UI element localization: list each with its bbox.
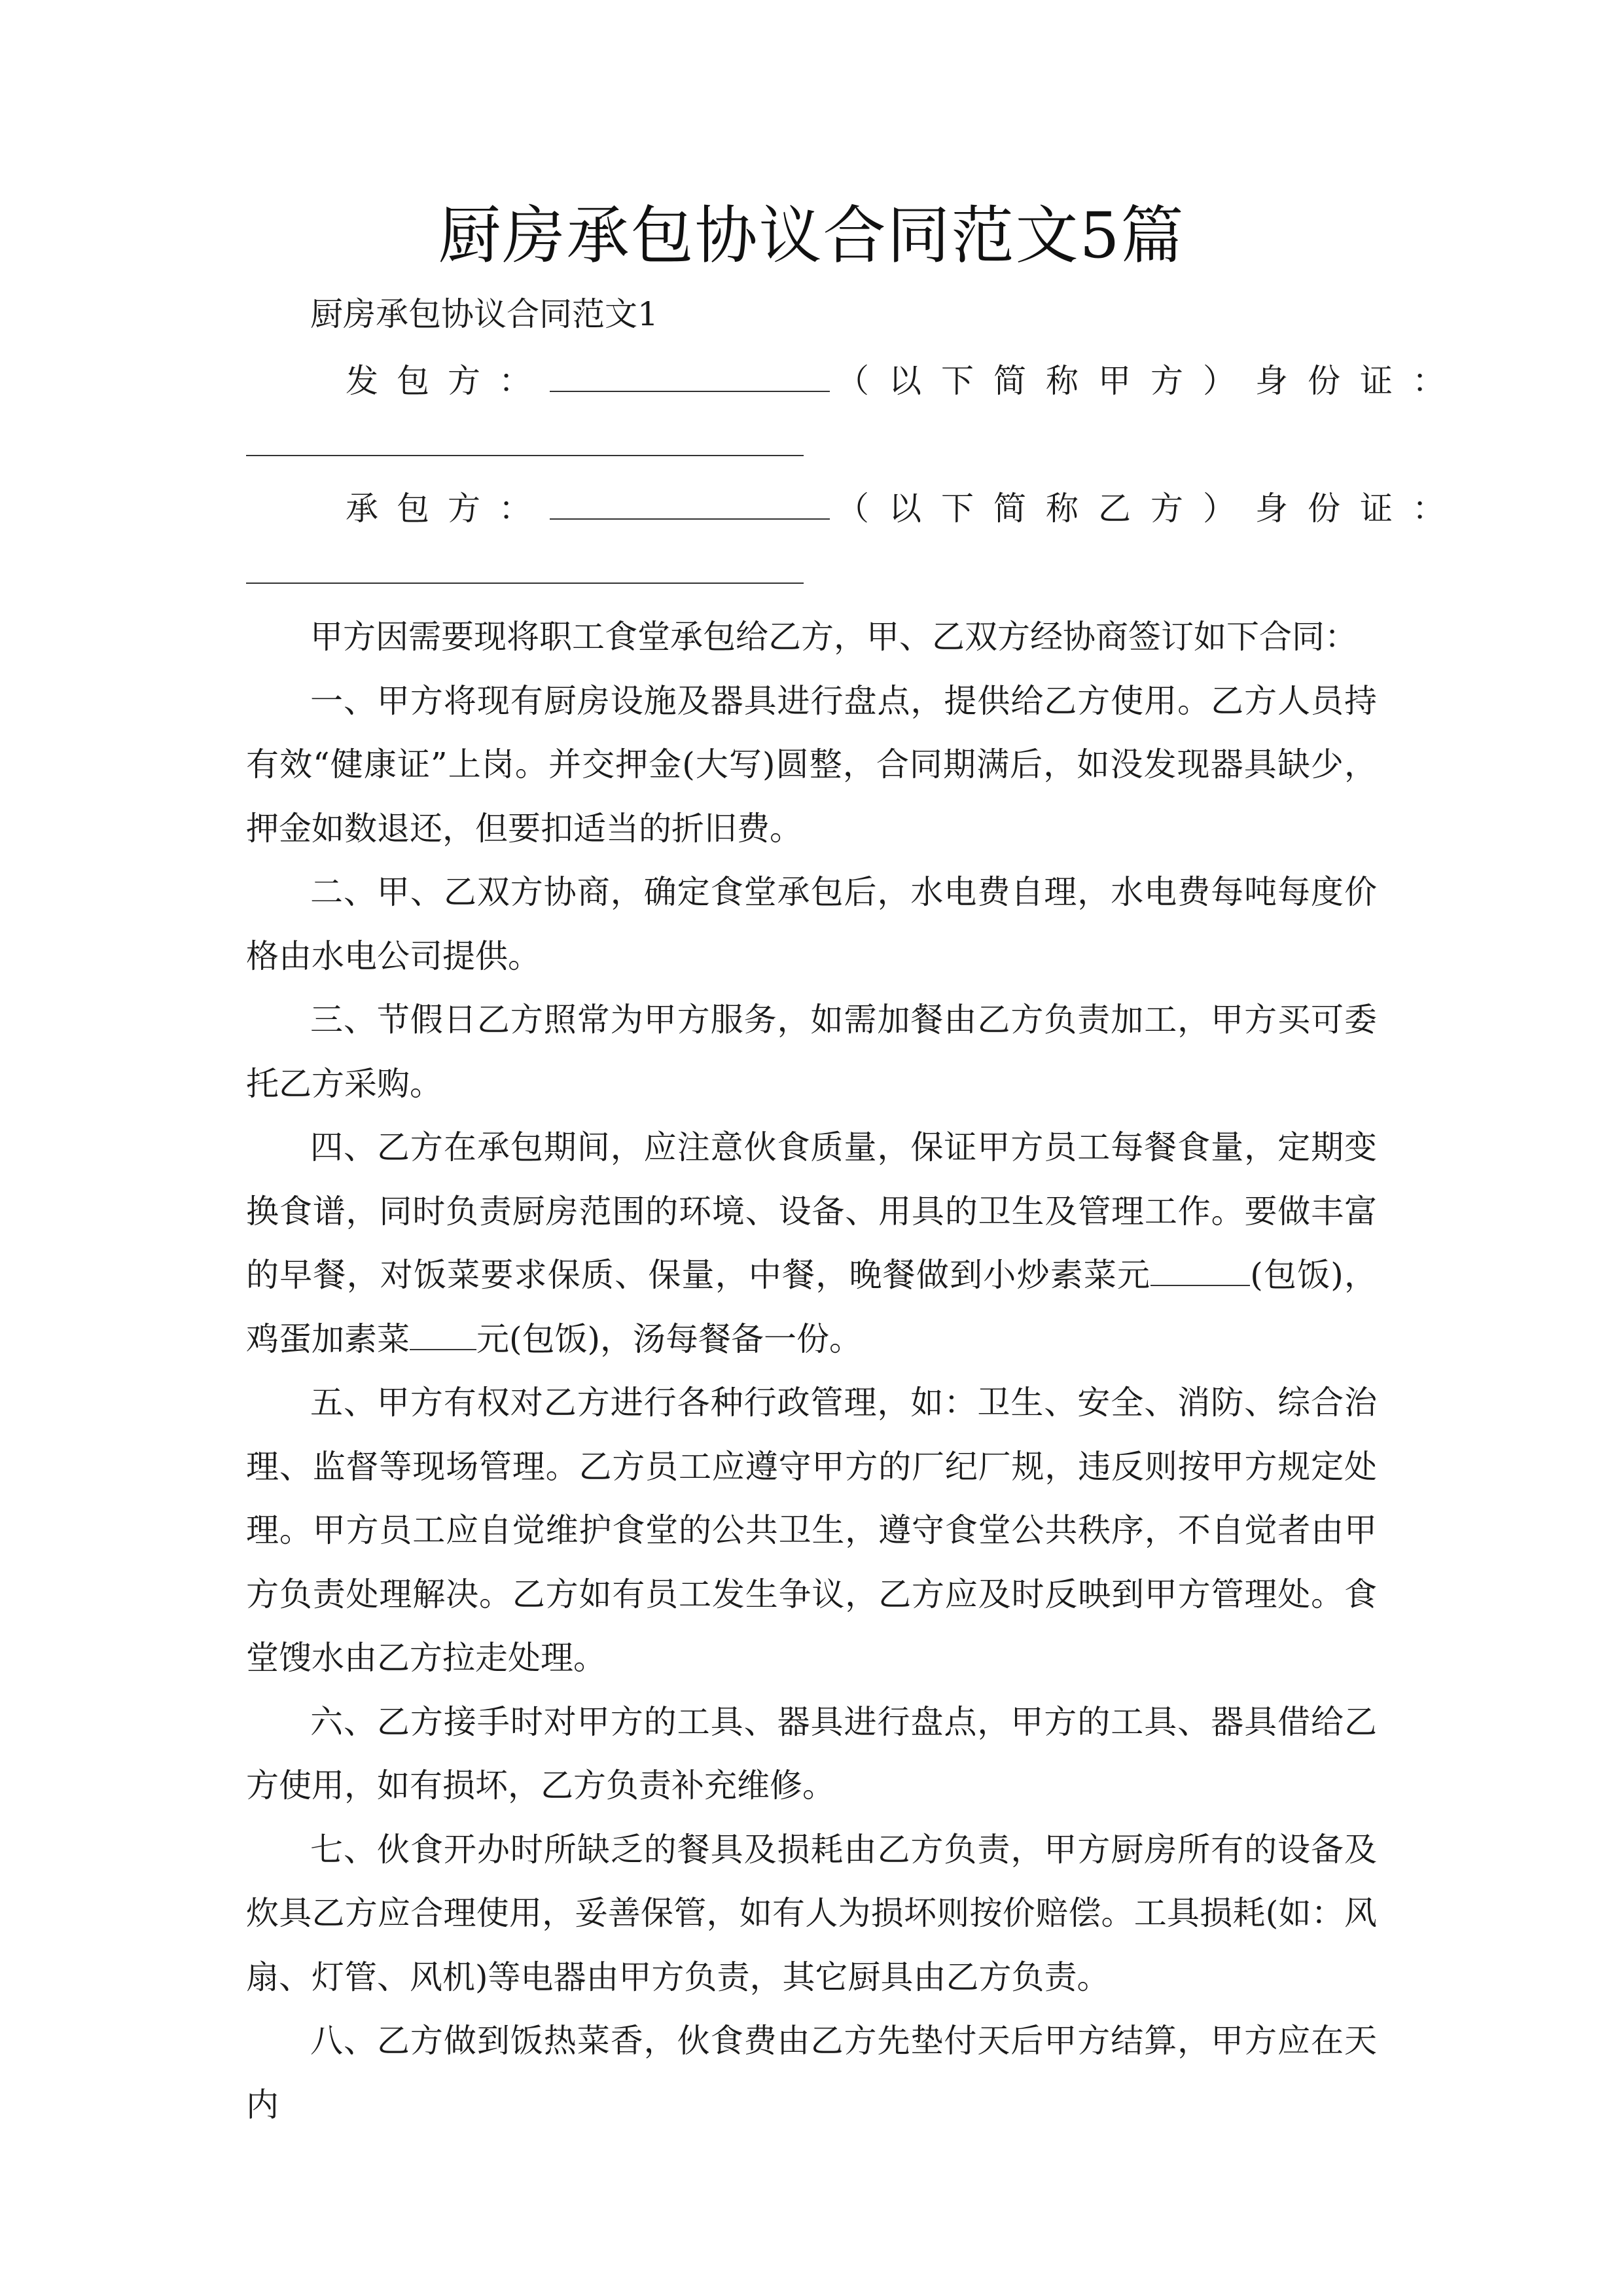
vegetable-price-blank — [1150, 1259, 1250, 1286]
clause-4-part-c: 元(包饭)，汤每餐备一份。 — [476, 1319, 863, 1358]
clause-3: 三、节假日乙方照常为甲方服务，如需加餐由乙方负责加工，甲方买可委托乙方采购。 — [246, 1001, 1377, 1103]
party-b-label: 承包方： — [346, 490, 550, 528]
clause-6: 六、乙方接手时对甲方的工具、器具进行盘点，甲方的工具、器具借给乙方使用，如有损坏，乙方负责补充维修。 — [246, 1702, 1377, 1804]
contract-body — [246, 605, 1377, 2137]
party-a-name-blank — [550, 357, 830, 392]
document-title: 厨房承包协议合同范文5篇 — [438, 199, 1185, 272]
party-a-line — [346, 357, 1465, 404]
party-b-name-blank — [550, 484, 830, 520]
party-a-label: 发包方： — [346, 362, 550, 400]
clause-4-part-b: (包饭)，鸡蛋加素菜 — [246, 1256, 1378, 1358]
clause-4 — [246, 1116, 1377, 1371]
party-a-id-label: （以下简称甲方）身份证： — [836, 362, 1465, 400]
egg-dish-price-blank — [410, 1323, 476, 1350]
clause-1: 一、甲方将现有厨房设施及器具进行盘点，提供给乙方使用。乙方人员持有效“健康证”上岗。并交押金(大写)圆整，合同期满后，如没发现器具缺少，押金如数退还，但要扣适当的折旧费。 — [246, 681, 1377, 848]
clause-2: 二、甲、乙双方协商，确定食堂承包后，水电费自理，水电费每吨每度价格由水电公司提供。 — [246, 873, 1377, 975]
party-b-id-label: （以下简称乙方）身份证： — [836, 490, 1465, 528]
party-b-id-blank — [246, 583, 804, 584]
clause-5: 五、甲方有权对乙方进行各种行政管理，如：卫生、安全、消防、综合治理、监督等现场管理。乙方员工应遵守甲方的厂纪厂规，违反则按甲方规定处理。甲方员工应自觉维护食堂的公共卫生，遵守食堂公共秩序，不自觉者由甲方负责处理解决。乙方如有员工发生争议，乙方应及时反映到甲方管理处。食堂馊水由乙方拉走处理。 — [246, 1384, 1377, 1677]
clause-8: 八、乙方做到饭热菜香，伙食费由乙方先垫付天后甲方结算，甲方应在天内 — [246, 2022, 1377, 2124]
intro-paragraph: 甲方因需要现将职工食堂承包给乙方，甲、乙双方经协商签订如下合同： — [310, 618, 1357, 656]
party-b-line — [346, 484, 1465, 531]
clause-7: 七、伙食开办时所缺乏的餐具及损耗由乙方负责，甲方厨房所有的设备及炊具乙方应合理使用，妥善保管，如有人为损坏则按价赔偿。工具损耗(如：风扇、灯管、风机)等电器由甲方负责，其它厨具由乙方负责。 — [246, 1830, 1377, 1996]
clause-4-part-a: 四、乙方在承包期间，应注意伙食质量，保证甲方员工每餐食量，定期变换食谱，同时负责厨房范围的环境、设备、用具的卫生及管理工作。要做丰富的早餐，对饭菜要求保质、保量，中餐，晚餐做到小炒素菜元 — [246, 1128, 1377, 1294]
party-a-id-blank — [246, 455, 804, 456]
section-heading: 厨房承包协议合同范文1 — [310, 295, 658, 333]
